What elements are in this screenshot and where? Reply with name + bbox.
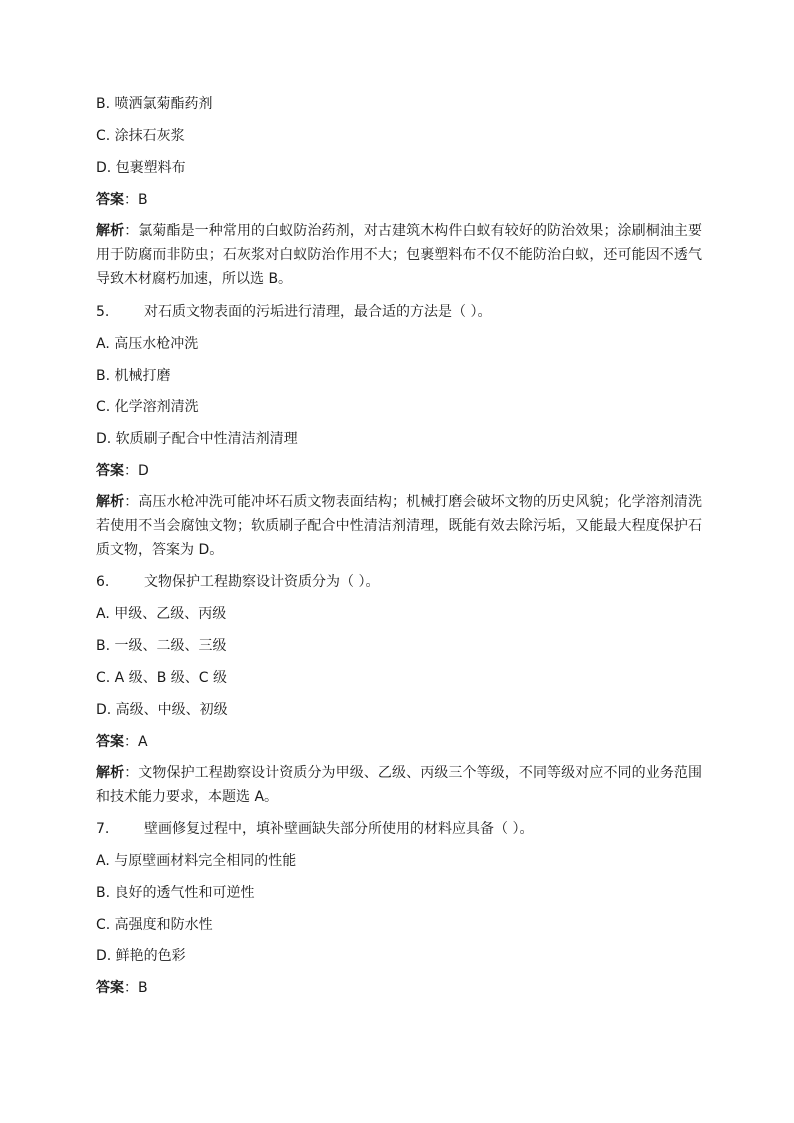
q6-option-b: B. 一级、二级、三级 [96, 638, 227, 654]
q6-option-a: A. 甲级、乙级、丙级 [96, 606, 227, 622]
q6-option-c: C. A 级、B 级、C 级 [96, 670, 227, 686]
analysis-text: ：文物保护工程勘察设计资质分为甲级、乙级、丙级三个等级，不同等级对应不同的业务范围和技术能力要求，本题选 A。 [96, 765, 703, 805]
answer-label: 答案 [96, 463, 124, 479]
analysis-label: 解析 [96, 494, 125, 510]
q6-option-d: D. 高级、中级、初级 [96, 702, 228, 718]
answer-value: ：D [124, 463, 149, 479]
answer-value: ：B [124, 980, 148, 996]
analysis-text: ：氯菊酯是一种常用的白蚁防治药剂，对古建筑木构件白蚁有较好的防治效果；涂刷桐油主要用于防腐而非防虫；石灰浆对白蚁防治作用不大；包裹塑料布不仅不能防治白蚁，还可能因不透气导致木材腐朽加速，所以选 B。 [96, 223, 703, 287]
question-text: 壁画修复过程中，填补壁画缺失部分所使用的材料应具备（ ）。 [144, 821, 534, 837]
analysis-label: 解析 [96, 765, 125, 781]
analysis-text: ：高压水枪冲洗可能冲坏石质文物表面结构；机械打磨会破坏文物的历史风貌；化学溶剂清洗若使用不当会腐蚀文物；软质刷子配合中性清洁剂清理，既能有效去除污垢，又能最大程度保护石质文物，答案为 D。 [96, 494, 703, 558]
q7-question [96, 818, 533, 840]
question-number: 5. [96, 304, 110, 320]
q6-question [96, 571, 379, 593]
q5-question [96, 301, 491, 323]
analysis-label: 解析 [96, 223, 125, 239]
answer-label: 答案 [96, 980, 124, 996]
q4-option-b: B. 喷洒氯菊酯药剂 [96, 96, 213, 112]
q7-option-a: A. 与原壁画材料完全相同的性能 [96, 853, 297, 869]
q4-answer [96, 189, 148, 211]
q7-answer [96, 977, 148, 999]
q5-option-a: A. 高压水枪冲洗 [96, 336, 199, 352]
answer-value: ：A [124, 734, 148, 750]
q6-analysis [96, 761, 702, 809]
question-number: 7. [96, 821, 110, 837]
answer-value: ：B [124, 192, 148, 208]
q5-analysis [96, 490, 702, 562]
question-text: 对石质文物表面的污垢进行清理，最合适的方法是（ ）。 [144, 304, 492, 320]
q6-answer [96, 731, 148, 753]
q5-option-d: D. 软质刷子配合中性清洁剂清理 [96, 431, 298, 447]
answer-label: 答案 [96, 734, 124, 750]
q7-option-c: C. 高强度和防水性 [96, 917, 213, 933]
q7-option-b: B. 良好的透气性和可逆性 [96, 885, 255, 901]
q5-option-b: B. 机械打磨 [96, 368, 171, 384]
q4-analysis [96, 219, 702, 291]
question-text: 文物保护工程勘察设计资质分为（ ）。 [144, 574, 380, 590]
q4-option-d: D. 包裹塑料布 [96, 160, 186, 176]
q5-option-c: C. 化学溶剂清洗 [96, 399, 199, 415]
q5-answer [96, 460, 149, 482]
question-number: 6. [96, 574, 110, 590]
q4-option-c: C. 涂抹石灰浆 [96, 128, 185, 144]
answer-label: 答案 [96, 192, 124, 208]
q7-option-d: D. 鲜艳的色彩 [96, 948, 186, 964]
